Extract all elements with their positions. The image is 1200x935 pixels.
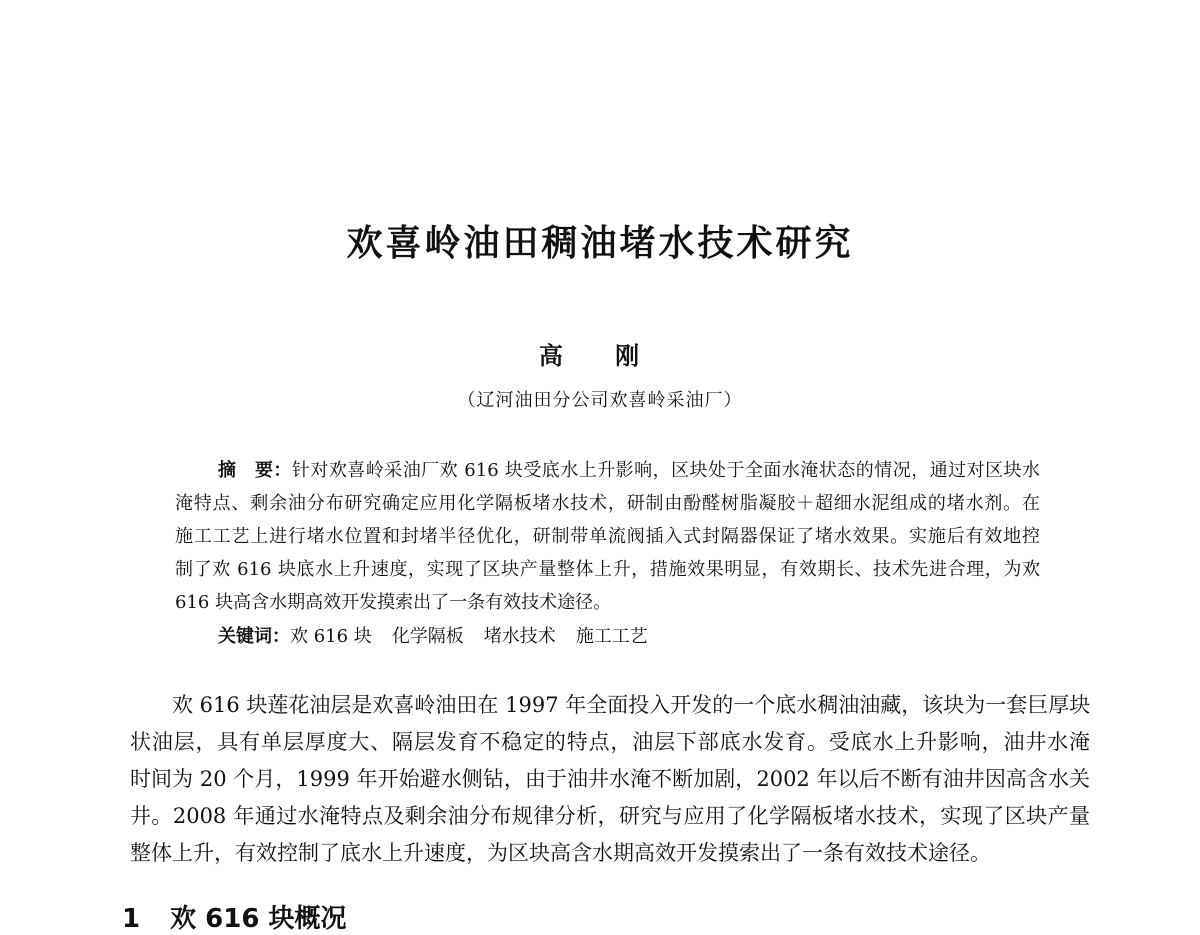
section-title: 欢 616 块概况	[170, 904, 347, 934]
keywords-label: 关键词：	[218, 626, 290, 647]
author: 高 刚	[538, 341, 662, 370]
abstract-line	[218, 456, 1040, 482]
affiliation: （辽河油田分公司欢喜岭采油厂）	[457, 390, 743, 411]
keywords	[218, 622, 668, 648]
body-line: 状油层，具有单层厚度大、隔层发育不稳定的特点，油层下部底水发育。受底水上升影响，油井水淹	[130, 730, 1090, 754]
paper-title: 欢喜岭油田稠油堵水技术研究	[346, 223, 854, 264]
abstract-line: 616 块高含水期高效开发摸索出了一条有效技术途径。	[175, 592, 612, 613]
body-line: 整体上升，有效控制了底水上升速度，为区块高含水期高效开发摸索出了一条有效技术途径。	[130, 841, 991, 865]
keyword: 堵水技术	[483, 626, 556, 647]
keyword: 化学隔板	[391, 626, 464, 647]
abstract-label: 摘 要：	[218, 460, 292, 481]
keyword: 施工工艺	[575, 626, 648, 647]
section-heading	[122, 898, 346, 935]
abstract-line: 施工工艺上进行堵水位置和封堵半径优化，研制带单流阀插入式封隔器保证了堵水效果。实施后有效地控	[175, 526, 1040, 547]
body-line: 时间为 20 个月，1999 年开始避水侧钻，由于油井水淹不断加剧，2002 年以后不断有油井因高含水关	[130, 767, 1090, 791]
keyword: 欢 616 块	[290, 626, 372, 647]
body-line: 井。2008 年通过水淹特点及剩余油分布规律分析，研究与应用了化学隔板堵水技术，实现了区块产量	[130, 804, 1090, 828]
section-number: 1	[122, 904, 141, 934]
abstract-text: 针对欢喜岭采油厂欢 616 块受底水上升影响，区块处于全面水淹状态的情况，通过对区块水	[291, 460, 1041, 481]
body-line: 欢 616 块莲花油层是欢喜岭油田在 1997 年全面投入开发的一个底水稠油油藏，该块为一套巨厚块	[172, 693, 1091, 717]
abstract-line: 淹特点、剩余油分布研究确定应用化学隔板堵水技术，研制由酚醛树脂凝胶＋超细水泥组成的堵水剂。在	[175, 493, 1040, 514]
abstract-line: 制了欢 616 块底水上升速度，实现了区块产量整体上升，措施效果明显，有效期长、技术先进合理，为欢	[175, 559, 1040, 580]
